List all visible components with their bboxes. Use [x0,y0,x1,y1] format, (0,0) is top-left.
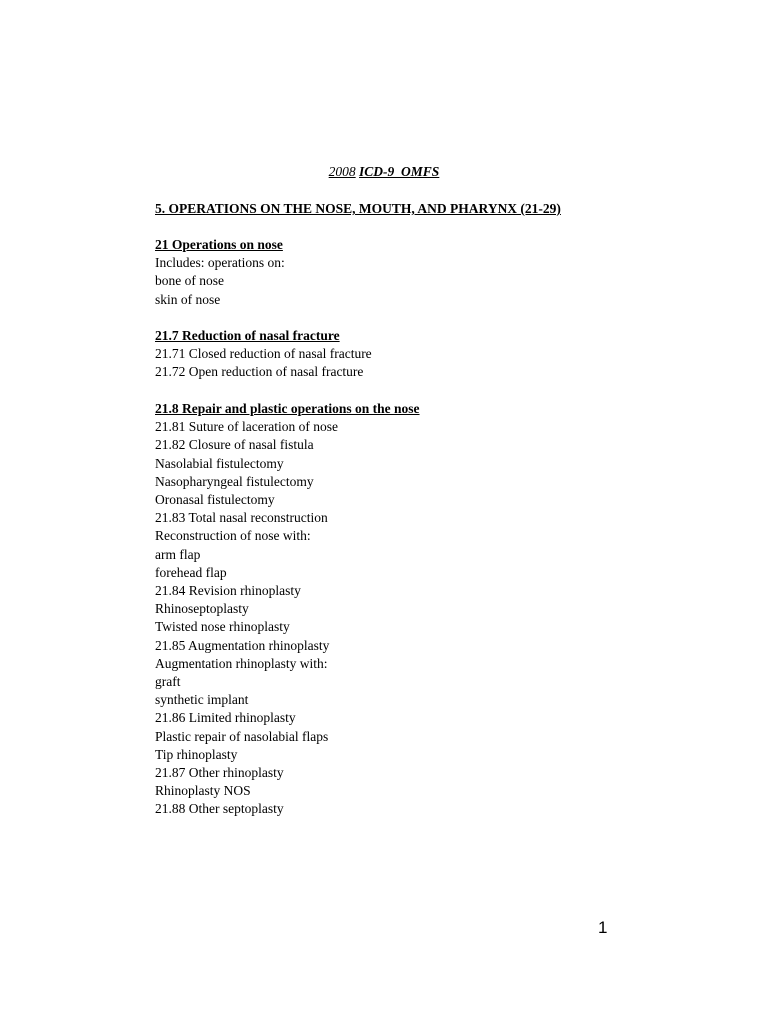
section-reduction-of-nasal-fracture [155,327,372,382]
section-heading: 21 Operations on nose [155,237,283,252]
section-heading: 21.7 Reduction of nasal fracture [155,328,340,343]
list-item: Includes: operations on: [155,255,285,271]
list-item: 21.82 Closure of nasal fistula [155,437,314,453]
list-item: Nasolabial fistulectomy [155,455,284,471]
list-item: 21.88 Other septoplasty [155,801,284,817]
list-item: 21.83 Total nasal reconstruction [155,510,328,526]
list-item: forehead flap [155,564,227,580]
title-year: 2008 [328,164,356,179]
list-item: Oronasal fistulectomy [155,492,275,508]
title-code: ICD-9 OMFS [359,164,440,179]
section-repair-and-plastic-operations [155,400,420,819]
chapter-heading: 5. OPERATIONS ON THE NOSE, MOUTH, AND PHARYNX (21-29) [155,201,561,216]
list-item: 21.85 Augmentation rhinoplasty [155,637,330,653]
list-item: Twisted nose rhinoplasty [155,619,290,635]
list-item: synthetic implant [155,692,249,708]
section-operations-on-nose [155,236,285,309]
list-item: Plastic repair of nasolabial flaps [155,728,329,744]
page-number: 1 [598,918,608,937]
list-item: Augmentation rhinoplasty with: [155,655,328,671]
list-item: Rhinoseptoplasty [155,601,249,617]
list-item: Rhinoplasty NOS [155,783,251,799]
section-heading: 21.8 Repair and plastic operations on the nose [155,401,420,416]
list-item: 21.86 Limited rhinoplasty [155,710,296,726]
document-title [0,163,768,181]
list-item: 21.81 Suture of laceration of nose [155,419,338,435]
list-item: graft [155,674,181,690]
list-item: bone of nose [155,273,224,289]
list-item: Reconstruction of nose with: [155,528,311,544]
list-item: arm flap [155,546,201,562]
list-item: 21.71 Closed reduction of nasal fracture [155,346,372,362]
list-item: 21.84 Revision rhinoplasty [155,583,301,599]
list-item: Nasopharyngeal fistulectomy [155,473,314,489]
list-item: skin of nose [155,291,221,307]
list-item: 21.87 Other rhinoplasty [155,765,284,781]
list-item: 21.72 Open reduction of nasal fracture [155,364,364,380]
list-item: Tip rhinoplasty [155,746,238,762]
